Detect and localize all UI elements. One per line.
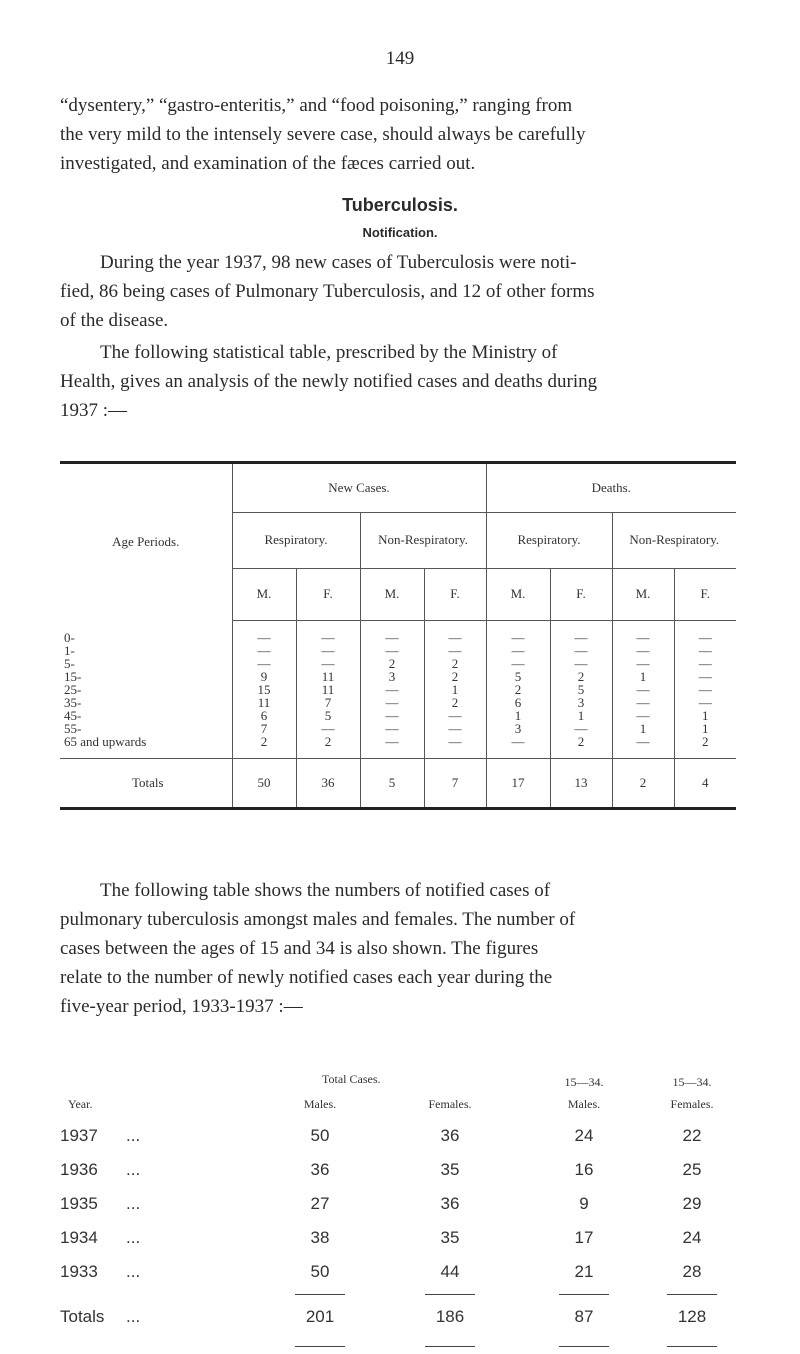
col-header-f: F. xyxy=(674,568,736,620)
age-row xyxy=(60,735,736,748)
count-cell: — xyxy=(674,696,736,709)
count-cell: — xyxy=(674,657,736,670)
count-cell: — xyxy=(424,644,486,657)
leader-dots: ... xyxy=(126,1126,141,1145)
count-cell: — xyxy=(486,657,550,670)
count-cell: — xyxy=(424,631,486,644)
males-header: Males. xyxy=(303,1097,337,1111)
five-year-intro-paragraph xyxy=(60,876,740,1021)
paragraph-line: The following table shows the numbers of notified cases of xyxy=(100,880,551,901)
totals-label: Totals xyxy=(60,1307,105,1326)
count-cell: 1 xyxy=(486,709,550,722)
count-cell: 1 xyxy=(550,709,612,722)
count-cell: 6 xyxy=(232,709,296,722)
count-cell: 5 xyxy=(550,683,612,696)
age-row xyxy=(60,644,736,657)
count-cell: — xyxy=(424,709,486,722)
age-period-label: 5- xyxy=(64,655,75,671)
age-period-label: 55- xyxy=(64,720,82,736)
age-period-label: 25- xyxy=(64,681,82,697)
new-respiratory-header: Respiratory. xyxy=(232,512,360,568)
count-cell: 1 xyxy=(612,722,674,735)
males-15-34-count: 17 xyxy=(574,1228,594,1247)
count-cell: 2 xyxy=(550,670,612,683)
paragraph-line: Health, gives an analysis of the newly notified cases and deaths during xyxy=(60,371,598,392)
males-count: 50 xyxy=(310,1126,330,1145)
count-cell: — xyxy=(424,735,486,748)
females-count: 35 xyxy=(440,1160,460,1179)
females-15-34-count: 24 xyxy=(682,1228,702,1247)
paragraph-line: cases between the ages of 15 and 34 is also shown. The figures xyxy=(60,938,539,959)
count-cell: — xyxy=(612,657,674,670)
year-row xyxy=(60,1214,736,1248)
paragraph-line: 1937 :— xyxy=(60,400,128,421)
females-count: 44 xyxy=(440,1262,460,1281)
count-cell: 5 xyxy=(296,709,360,722)
count-cell: — xyxy=(424,722,486,735)
age-row xyxy=(60,709,736,722)
age-row xyxy=(60,670,736,683)
count-cell: 2 xyxy=(424,696,486,709)
males-count: 27 xyxy=(310,1194,330,1213)
year-label: 1934 xyxy=(60,1228,98,1247)
count-cell: 9 xyxy=(232,670,296,683)
females-15-34-header: Females. xyxy=(670,1097,714,1111)
leader-dots: ... xyxy=(126,1228,141,1247)
deaths-respiratory-header: Respiratory. xyxy=(486,512,612,568)
count-cell: 11 xyxy=(232,696,296,709)
males-15-34-count: 16 xyxy=(574,1160,594,1179)
count-cell: 2 xyxy=(424,657,486,670)
total-cell: 50 xyxy=(232,758,296,807)
paragraph-line: relate to the number of newly notified cases each year during the xyxy=(60,967,553,988)
paragraph-line: fied, 86 being cases of Pulmonary Tuberculosis, and 12 of other forms xyxy=(60,281,595,302)
count-cell: — xyxy=(296,644,360,657)
sum-rule xyxy=(559,1346,609,1347)
count-cell: 2 xyxy=(674,735,736,748)
count-cell: 1 xyxy=(674,722,736,735)
count-cell: 5 xyxy=(486,670,550,683)
age-rows xyxy=(60,631,736,748)
count-cell: 6 xyxy=(486,696,550,709)
year-row xyxy=(60,1112,736,1146)
intro-paragraph xyxy=(60,91,740,178)
sum-rule xyxy=(559,1294,609,1295)
age-row xyxy=(60,683,736,696)
age-row xyxy=(60,631,736,644)
year-label: 1933 xyxy=(60,1262,98,1281)
age-row xyxy=(60,722,736,735)
count-cell: — xyxy=(612,644,674,657)
intro-line: the very mild to the intensely severe case, should always be carefully xyxy=(60,124,586,145)
five-year-totals-row xyxy=(60,1300,736,1334)
sum-rule xyxy=(667,1294,717,1295)
count-cell: — xyxy=(674,683,736,696)
total-cell: 17 xyxy=(486,758,550,807)
count-cell: 3 xyxy=(550,696,612,709)
count-cell: — xyxy=(296,722,360,735)
count-cell: — xyxy=(550,631,612,644)
age-row xyxy=(60,657,736,670)
year-label: 1935 xyxy=(60,1194,98,1213)
males-count: 36 xyxy=(310,1160,330,1179)
range-males-header: 15—34. xyxy=(564,1075,604,1089)
total-cases-header: Total Cases. xyxy=(322,1071,381,1086)
males-15-34-count: 21 xyxy=(574,1262,594,1281)
new-non-respiratory-header: Non-Respiratory. xyxy=(360,512,486,568)
age-period-label: 0- xyxy=(64,629,75,645)
count-cell: — xyxy=(360,722,424,735)
count-cell: 1 xyxy=(674,709,736,722)
sum-rule xyxy=(295,1294,345,1295)
count-cell: — xyxy=(550,722,612,735)
section-heading: Tuberculosis. xyxy=(342,195,458,215)
table-intro-paragraph xyxy=(60,338,740,425)
count-cell: — xyxy=(232,657,296,670)
count-cell: — xyxy=(612,735,674,748)
year-label: 1937 xyxy=(60,1126,98,1145)
count-cell: — xyxy=(232,644,296,657)
sum-rule xyxy=(425,1346,475,1347)
count-cell: — xyxy=(360,696,424,709)
sum-rule xyxy=(425,1294,475,1295)
year-row xyxy=(60,1180,736,1214)
age-row xyxy=(60,696,736,709)
count-cell: 1 xyxy=(612,670,674,683)
count-cell: 7 xyxy=(296,696,360,709)
total-males-15-34: 87 xyxy=(574,1307,594,1326)
paragraph-line: During the year 1937, 98 new cases of Tuberculosis were noti- xyxy=(100,252,577,273)
col-header-m: M. xyxy=(360,568,424,620)
count-cell: — xyxy=(674,670,736,683)
females-15-34-count: 28 xyxy=(682,1262,702,1281)
leader-dots: ... xyxy=(126,1307,141,1326)
males-count: 38 xyxy=(310,1228,330,1247)
paragraph-line: five-year period, 1933-1937 :— xyxy=(60,996,303,1017)
females-15-34-count: 29 xyxy=(682,1194,702,1213)
section-subheading: Notification. xyxy=(362,225,438,240)
count-cell: 3 xyxy=(360,670,424,683)
females-15-34-count: 25 xyxy=(682,1160,702,1179)
count-cell: — xyxy=(232,631,296,644)
col-header-f: F. xyxy=(296,568,360,620)
sum-rule xyxy=(295,1346,345,1347)
count-cell: — xyxy=(360,683,424,696)
count-cell: — xyxy=(360,709,424,722)
count-cell: — xyxy=(550,657,612,670)
age-period-label: 45- xyxy=(64,707,82,723)
year-row xyxy=(60,1146,736,1180)
five-year-rows xyxy=(60,1112,736,1282)
total-cell: 7 xyxy=(424,758,486,807)
totals-label: Totals xyxy=(60,758,232,807)
count-cell: — xyxy=(486,631,550,644)
count-cell: — xyxy=(486,735,550,748)
notification-paragraph xyxy=(60,248,740,335)
total-cell: 13 xyxy=(550,758,612,807)
total-females-15-34: 128 xyxy=(677,1307,707,1326)
col-header-m: M. xyxy=(232,568,296,620)
leader-dots: ... xyxy=(126,1160,141,1179)
intro-line: “dysentery,” “gastro-enteritis,” and “food poisoning,” ranging from xyxy=(60,95,573,116)
females-count: 36 xyxy=(440,1194,460,1213)
year-header: Year. xyxy=(68,1097,93,1111)
females-count: 36 xyxy=(440,1126,460,1145)
deaths-non-respiratory-header: Non-Respiratory. xyxy=(612,512,736,568)
males-15-34-count: 9 xyxy=(579,1194,589,1213)
count-cell: — xyxy=(550,644,612,657)
age-period-label: 15- xyxy=(64,668,82,684)
deaths-header: Deaths. xyxy=(486,464,736,512)
year-row xyxy=(60,1248,736,1282)
totals-row xyxy=(60,758,736,807)
males-15-34-count: 24 xyxy=(574,1126,594,1145)
total-females: 186 xyxy=(435,1307,465,1326)
count-cell: — xyxy=(360,631,424,644)
col-header-m: M. xyxy=(486,568,550,620)
total-males: 201 xyxy=(305,1307,335,1326)
count-cell: — xyxy=(612,683,674,696)
year-label: 1936 xyxy=(60,1160,98,1179)
females-15-34-count: 22 xyxy=(682,1126,702,1145)
count-cell: 2 xyxy=(486,683,550,696)
five-year-table xyxy=(60,1068,736,1352)
age-period-label: 1- xyxy=(64,642,75,658)
count-cell: 11 xyxy=(296,670,360,683)
count-cell: 11 xyxy=(296,683,360,696)
paragraph-line: pulmonary tuberculosis amongst males and females. The number of xyxy=(60,909,576,930)
paragraph-line: The following statistical table, prescribed by the Ministry of xyxy=(100,342,558,363)
count-cell: — xyxy=(612,696,674,709)
count-cell: 2 xyxy=(360,657,424,670)
sum-rule xyxy=(667,1346,717,1347)
females-header: Females. xyxy=(428,1097,472,1111)
count-cell: — xyxy=(486,644,550,657)
paragraph-line: of the disease. xyxy=(60,310,169,331)
intro-line: investigated, and examination of the fæces carried out. xyxy=(60,153,476,174)
col-header-f: F. xyxy=(550,568,612,620)
age-period-label: 65 and upwards xyxy=(64,733,147,749)
count-cell: — xyxy=(296,657,360,670)
total-cell: 2 xyxy=(612,758,674,807)
females-count: 35 xyxy=(440,1228,460,1247)
col-header-f: F. xyxy=(424,568,486,620)
count-cell: — xyxy=(360,735,424,748)
count-cell: 2 xyxy=(550,735,612,748)
total-cell: 36 xyxy=(296,758,360,807)
count-cell: 1 xyxy=(424,683,486,696)
range-females-header: 15—34. xyxy=(672,1075,712,1089)
new-cases-header: New Cases. xyxy=(232,464,486,512)
age-periods-header: Age Periods. xyxy=(112,534,180,549)
count-cell: 2 xyxy=(424,670,486,683)
count-cell: — xyxy=(674,631,736,644)
age-period-label: 35- xyxy=(64,694,82,710)
count-cell: — xyxy=(612,709,674,722)
count-cell: — xyxy=(296,631,360,644)
males-15-34-header: Males. xyxy=(567,1097,601,1111)
page-number: 149 xyxy=(385,48,415,69)
leader-dots: ... xyxy=(126,1262,141,1281)
total-cell: 5 xyxy=(360,758,424,807)
total-cell: 4 xyxy=(674,758,736,807)
count-cell: — xyxy=(674,644,736,657)
leader-dots: ... xyxy=(126,1194,141,1213)
males-count: 50 xyxy=(310,1262,330,1281)
count-cell: 2 xyxy=(296,735,360,748)
count-cell: — xyxy=(612,631,674,644)
count-cell: 15 xyxy=(232,683,296,696)
tuberculosis-statistical-table xyxy=(60,461,736,810)
count-cell: 7 xyxy=(232,722,296,735)
count-cell: — xyxy=(360,644,424,657)
col-header-m: M. xyxy=(612,568,674,620)
count-cell: 3 xyxy=(486,722,550,735)
count-cell: 2 xyxy=(232,735,296,748)
